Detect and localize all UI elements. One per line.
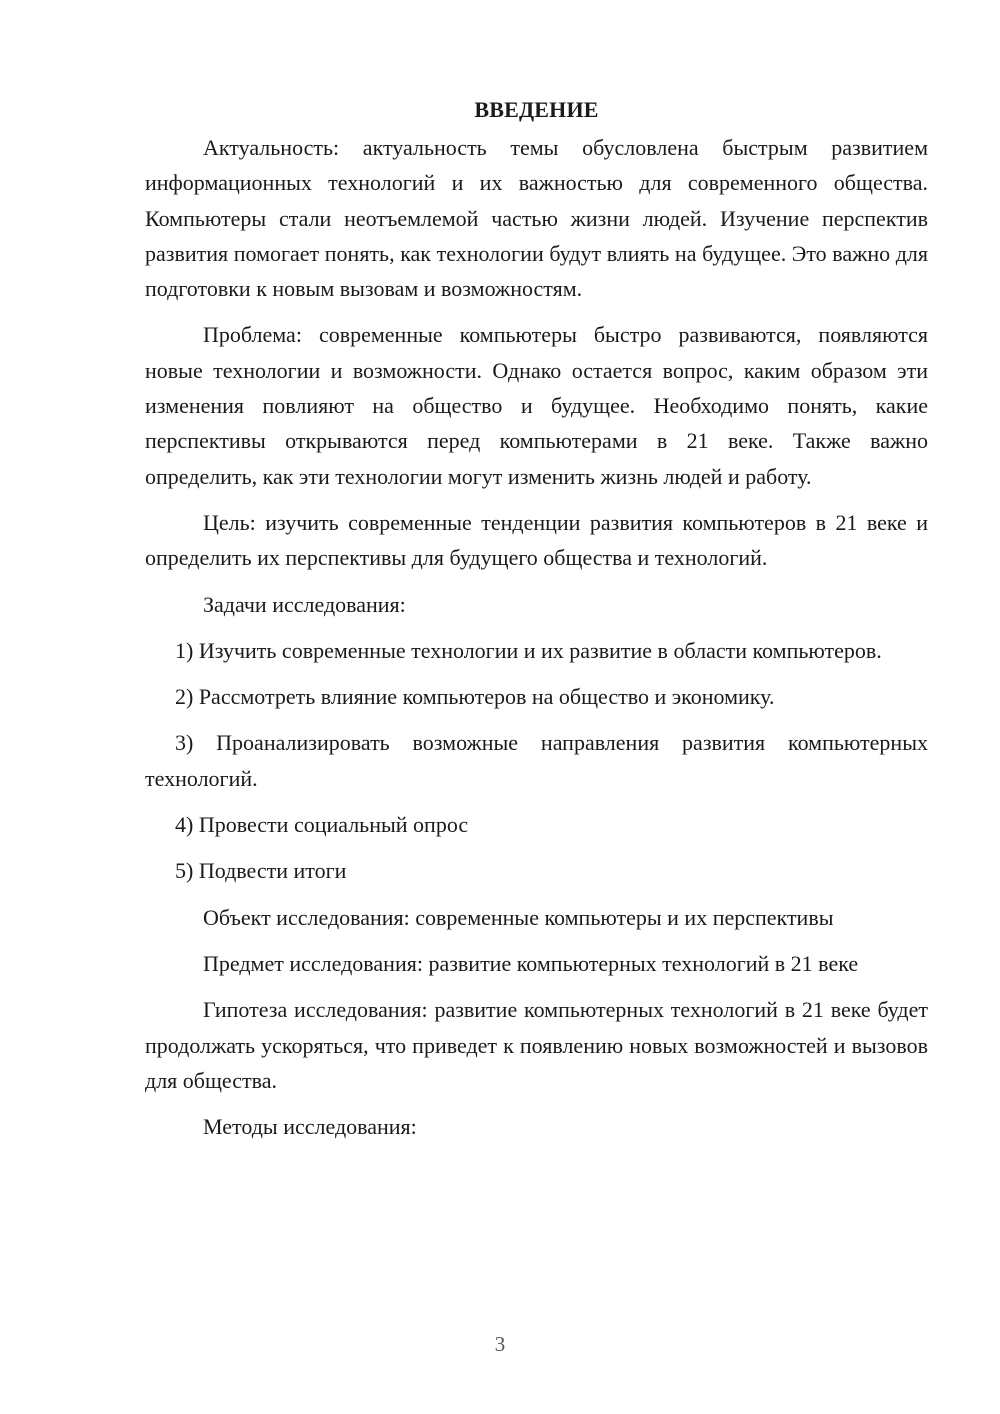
paragraph-goal: Цель: изучить современные тенденции развития компьютеров в 21 веке и определить их перспективы для будущего общества и технологий. <box>145 509 928 571</box>
paragraph-relevance: Актуальность: актуальность темы обусловлена быстрым развитием информационных технологий и их важностью для современного общества. Компьютеры стали неотъемлемой частью жизни людей. Изучение перспектив развития помогает понять, как технологии будут влиять на будущее. Это важно для подготовки к новым вызовам и возможностям. <box>145 135 928 302</box>
task-item-4: 4) Провести социальный опрос <box>175 812 469 838</box>
task-item-1: 1) Изучить современные технологии и их развитие в области компьютеров. <box>175 637 882 663</box>
task-item-3: 3) Проанализировать возможные направления развития компьютерных технологий. <box>145 730 928 791</box>
task-item-5: 5) Подвести итоги <box>175 858 347 884</box>
page-content <box>145 92 928 1144</box>
paragraph-hypothesis: Гипотеза исследования: развитие компьютерных технологий в 21 веке будет продолжать ускоряться, что приведет к появлению новых возможностей и вызовов для общества. <box>145 997 928 1093</box>
paragraph-methods: Методы исследования: <box>203 1114 417 1140</box>
section-title: ВВЕДЕНИЕ <box>474 97 599 122</box>
paragraph-subject: Предмет исследования: развитие компьютерных технологий в 21 веке <box>203 950 859 976</box>
task-item-2: 2) Рассмотреть влияние компьютеров на общество и экономику. <box>175 684 775 710</box>
paragraph-object: Объект исследования: современные компьютеры и их перспективы <box>203 904 834 930</box>
paragraph-problem: Проблема: современные компьютеры быстро развиваются, появляются новые технологии и возможности. Однако остается вопрос, каким образом эти изменения повлияют на общество и будущее. Необходимо понять, какие перспективы открываются перед компьютерами в 21 веке. Также важно определить, как эти технологии могут изменить жизнь людей и работу. <box>145 322 928 489</box>
page-number: 3 <box>494 1332 506 1356</box>
paragraph-tasks-heading: Задачи исследования: <box>203 591 406 617</box>
